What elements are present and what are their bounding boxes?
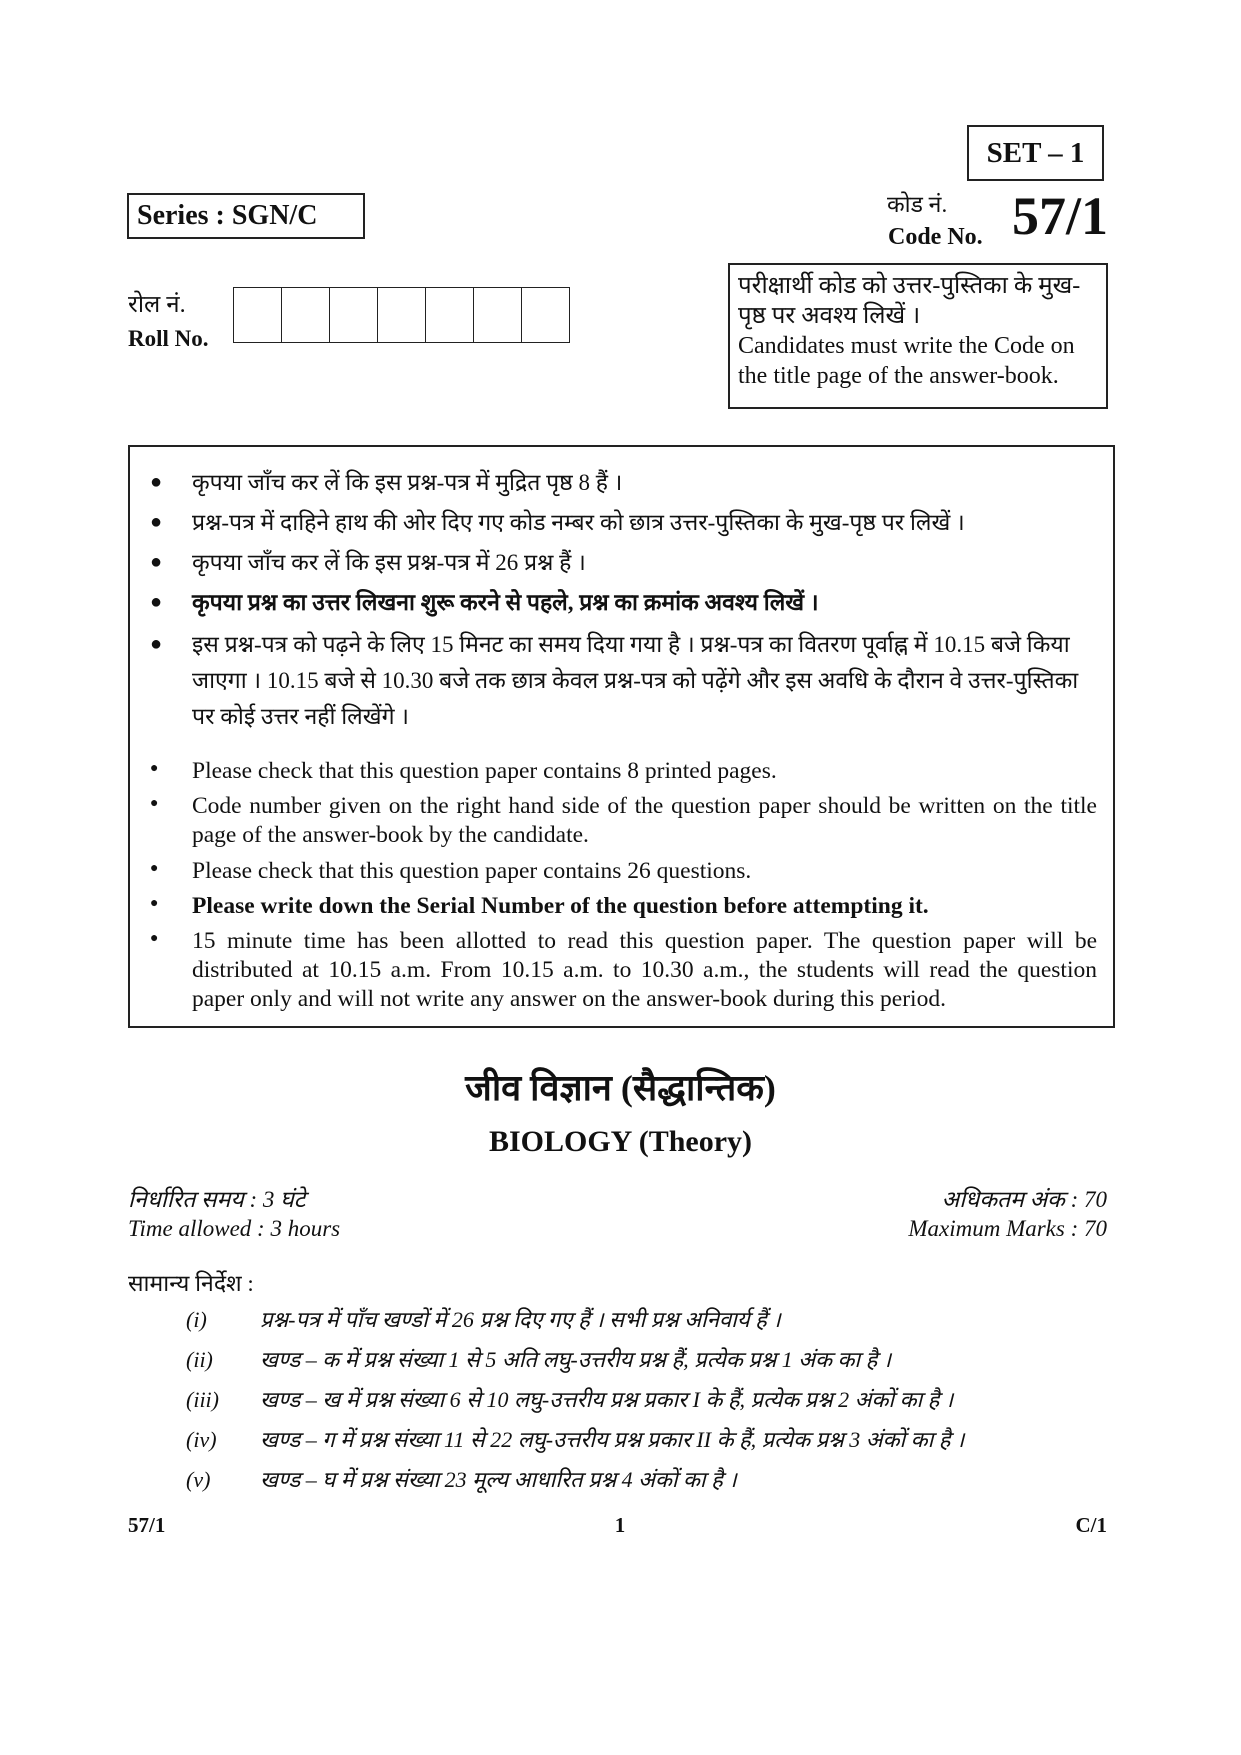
bullet-icon: ● <box>150 761 159 776</box>
series-label: Series : SGN/C <box>127 193 365 239</box>
bullet-icon: ● <box>150 471 163 493</box>
general-instruction-item: (v) खण्ड – घ में प्रश्न संख्या 23 मूल्य आधारित प्रश्न 4 अंकों का है । <box>186 1467 737 1492</box>
roll-digit-box[interactable] <box>330 287 378 343</box>
bullet-icon: ● <box>150 896 159 911</box>
subject-title-hindi: जीव विज्ञान (सैद्धान्तिक) <box>465 1068 776 1108</box>
time-allowed-hindi: निर्धारित समय : 3 घंटे <box>128 1187 306 1212</box>
note-line: Candidates must write the Code on <box>738 333 1075 359</box>
general-instruction-item: (i) प्रश्न-पत्र में पाँच खण्डों में 26 प्रश्न दिए गए हैं । सभी प्रश्न अनिवार्य हैं । <box>186 1307 781 1332</box>
code-number: 57/1 <box>1012 186 1109 246</box>
bullet-icon: ● <box>150 511 163 533</box>
note-line: पृष्ठ पर अवश्य लिखें । <box>738 303 921 329</box>
general-instruction-item: (ii) खण्ड – क में प्रश्न संख्या 1 से 5 अति लघु-उत्तरीय प्रश्न हैं, प्रत्येक प्रश्न 1 अंक का है । <box>186 1347 892 1372</box>
note-line: परीक्षार्थी कोड को उत्तर-पुस्तिका के मुख- <box>738 273 1081 299</box>
roll-digit-box[interactable] <box>426 287 474 343</box>
note-line: the title page of the answer-book. <box>738 363 1059 389</box>
bullet-icon: ● <box>150 591 163 613</box>
set-label: SET – 1 <box>967 125 1104 181</box>
roll-digit-box[interactable] <box>474 287 522 343</box>
code-label-english: Code No. <box>888 224 983 250</box>
footer-code: 57/1 <box>128 1513 166 1537</box>
footer-series: C/1 <box>1075 1513 1107 1537</box>
roll-digit-box[interactable] <box>282 287 330 343</box>
general-instruction-item: (iii) खण्ड – ख में प्रश्न संख्या 6 से 10 लघु-उत्तरीय प्रश्न प्रकार I के हैं, प्रत्येक प्रश्न 2 अंकों का है । <box>186 1387 954 1412</box>
general-instructions-heading: सामान्य निर्देश : <box>128 1271 254 1296</box>
bullet-icon: ● <box>150 796 159 811</box>
page-number: 1 <box>614 1513 626 1537</box>
bullet-icon: ● <box>150 931 159 946</box>
candidate-code-note <box>728 263 1108 409</box>
instructions-box: ● कृपया जाँच कर लें कि इस प्रश्न-पत्र में मुद्रित पृष्ठ 8 हैं । ● प्रश्न-पत्र में दाहिने हाथ की ओर दिए गए कोड नम्बर को छात्र उत्तर-पुस्तिका के मुख-पृष्ठ पर लिखें । ● कृपया जाँच कर लें कि इस प्रश्न-पत्र में 26 प्रश्न हैं । ● कृपया प्रश्न का उत्तर लिखना शुरू करने से पहले, प्रश्न का क्रमांक अवश्य लिखें । ● इस प्रश्न-पत्र को पढ़ने के लिए 15 मिनट का समय दिया गया है । प्रश्न-पत्र का वितरण पूर्वाह्न में 10.15 बजे किया जाएगा । 10.15 बजे से 10.30 बजे तक छात्र केवल प्रश्न-पत्र को पढ़ेंगे और इस अवधि के दौरान वे उत्तर-पुस्तिका पर कोई उत्तर नहीं लिखेंगे । ● Please check that this question paper contains 8 printed pages. ● Code number given on the right hand side of the question paper should be written on the title page of the answer-book by the candidate. ● Please check that this question paper contains 26 questions. ● Please write down the Serial Number of the question before attempting it. ● 15 minute time has been allotted to read this question paper. The question paper will be distributed at 10.15 a.m. From 10.15 a.m. to 10.30 a.m., the students will read the question paper only and will not write any answer on the answer-book during this period. <box>128 445 1115 1028</box>
maximum-marks-english: Maximum Marks : 70 <box>908 1216 1107 1241</box>
roll-digit-box[interactable] <box>522 287 570 343</box>
roll-label-english: Roll No. <box>128 326 209 351</box>
code-label-hindi: कोड नं. <box>887 192 948 217</box>
general-instructions-list <box>128 1300 1128 1500</box>
subject-title-english: BIOLOGY (Theory) <box>488 1125 753 1158</box>
roll-number-boxes[interactable] <box>233 287 570 343</box>
general-instruction-item: (iv) खण्ड – ग में प्रश्न संख्या 11 से 22 लघु-उत्तरीय प्रश्न प्रकार II के हैं, प्रत्येक प्रश्न 3 अंकों का है । <box>186 1427 965 1452</box>
roll-label-hindi: रोल नं. <box>128 292 186 318</box>
maximum-marks-hindi: अधिकतम अंक : 70 <box>941 1187 1107 1212</box>
roll-digit-box[interactable] <box>234 287 282 343</box>
bullet-icon: ● <box>150 551 163 573</box>
roll-digit-box[interactable] <box>378 287 426 343</box>
bullet-icon: ● <box>150 633 163 655</box>
time-allowed-english: Time allowed : 3 hours <box>128 1216 341 1241</box>
bullet-icon: ● <box>150 861 159 876</box>
